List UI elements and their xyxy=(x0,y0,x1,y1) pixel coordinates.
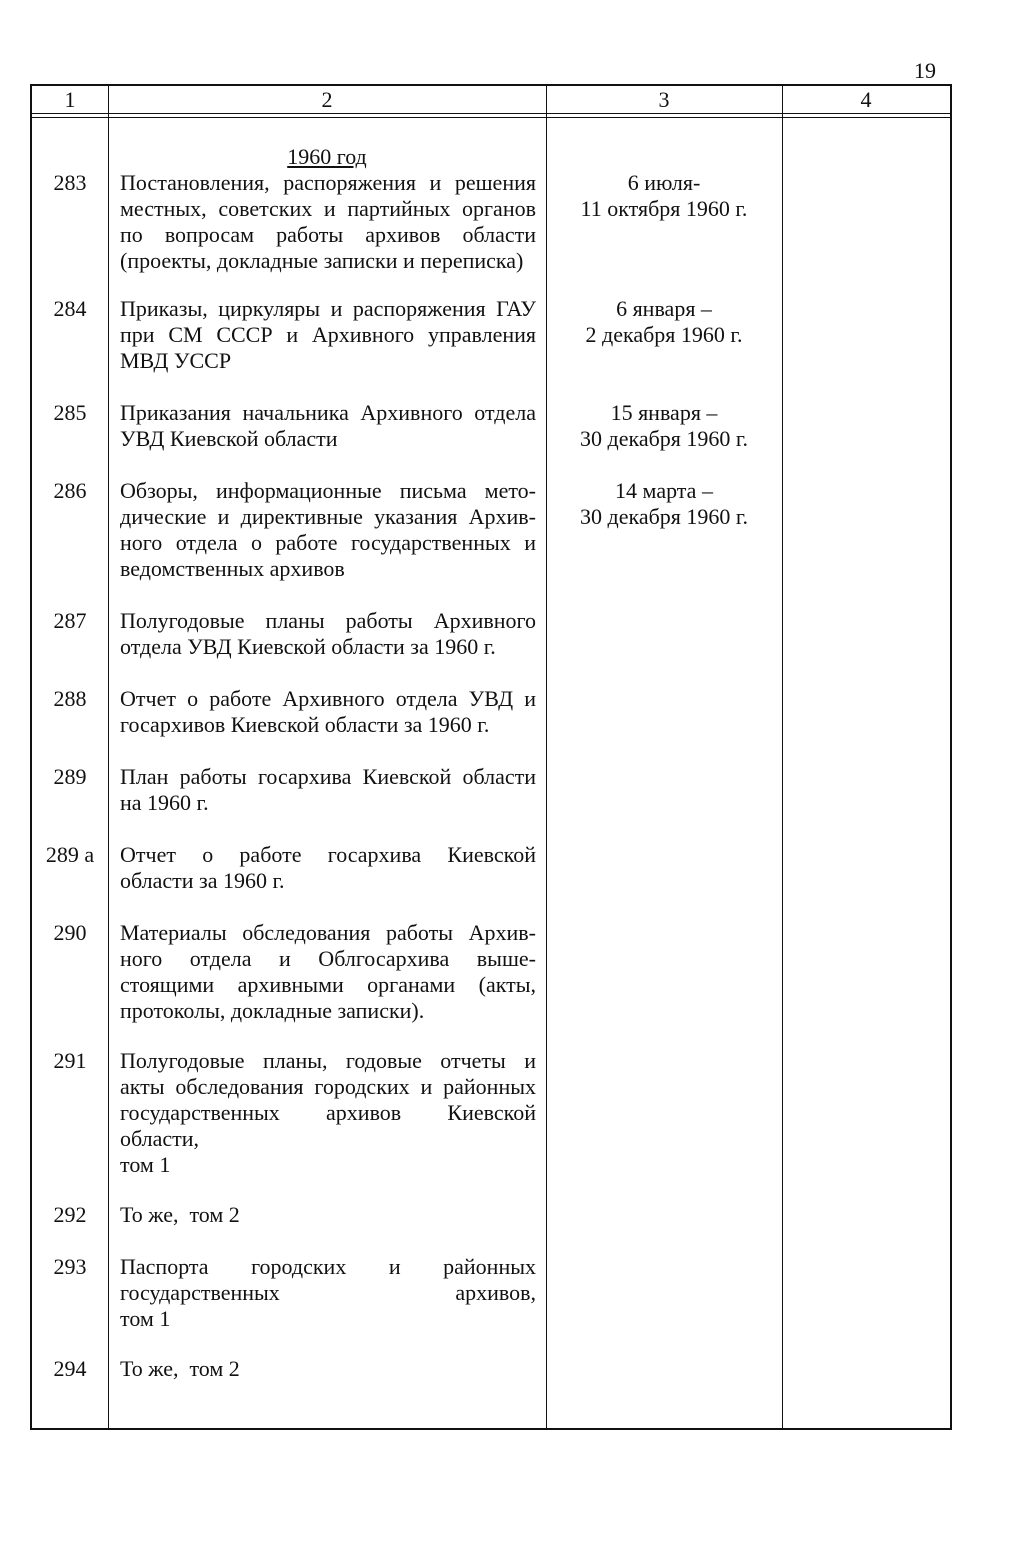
row-title xyxy=(120,1048,536,1178)
column-divider-3 xyxy=(782,86,783,1428)
column-header-4: 4 xyxy=(860,87,872,112)
row-title-line: Полугодовые планы, годовые отчеты и xyxy=(120,1048,536,1073)
row-title xyxy=(120,920,536,1024)
row-title-line: Полугодовые планы работы Архивного xyxy=(120,608,536,633)
column-header-3: 3 xyxy=(658,87,670,112)
row-title xyxy=(120,478,536,582)
row-title-line: области за 1960 г. xyxy=(120,868,285,893)
row-title xyxy=(120,842,536,894)
row-dates xyxy=(546,478,782,530)
row-title-line: акты обследования городских и районных xyxy=(120,1074,536,1099)
row-title xyxy=(120,1356,536,1382)
page-number: 19 xyxy=(914,58,936,83)
row-dates xyxy=(546,170,782,222)
row-title-line: ного отдела и Облгосархива выше- xyxy=(120,946,536,971)
row-title xyxy=(120,686,536,738)
year-heading: 1960 год xyxy=(287,144,367,169)
row-date-line: 6 января – xyxy=(616,296,712,321)
row-title-line: Материалы обследования работы Архив- xyxy=(120,920,536,945)
row-title-line: Приказания начальника Архивного отдела xyxy=(120,400,536,425)
row-number: 286 xyxy=(53,478,87,503)
row-number: 291 xyxy=(53,1048,87,1073)
row-title xyxy=(120,400,536,452)
archive-inventory-table xyxy=(30,84,952,1430)
row-date-line: 11 октября 1960 г. xyxy=(580,196,748,221)
row-title-line: госархивов Киевской области за 1960 г. xyxy=(120,712,490,737)
column-header-2: 2 xyxy=(321,87,333,112)
row-date-line: 30 декабря 1960 г. xyxy=(580,504,748,529)
row-number: 284 xyxy=(53,296,87,321)
row-title-line: Отчет о работе Архивного отдела УВД и xyxy=(120,686,536,711)
row-number: 285 xyxy=(53,400,87,425)
row-title-line: том 1 xyxy=(120,1306,171,1331)
row-date-line: 2 декабря 1960 г. xyxy=(585,322,743,347)
row-title-line: Отчет о работе госархива Киевской xyxy=(120,842,536,867)
row-title-line: Приказы, циркуляры и распоряжения ГАУ xyxy=(120,296,536,321)
row-title-line: протоколы, докладные записки). xyxy=(120,998,425,1023)
column-divider-2 xyxy=(546,86,547,1428)
row-title-line: местных, советских и партийных органов xyxy=(120,196,536,221)
row-title-line: при СМ СССР и Архивного управления xyxy=(120,322,536,347)
row-number: 288 xyxy=(53,686,87,711)
row-title xyxy=(120,764,536,816)
row-title xyxy=(120,1254,536,1332)
row-title-line: (проекты, докладные записки и переписка) xyxy=(120,248,524,273)
row-number: 293 xyxy=(53,1254,87,1279)
row-number: 283 xyxy=(53,170,87,195)
header-divider-upper xyxy=(32,113,950,114)
row-title-line: стоящими архивными органами (акты, xyxy=(120,972,536,997)
header-divider-lower xyxy=(32,117,950,118)
row-number: 287 xyxy=(53,608,87,633)
column-divider-1 xyxy=(108,86,109,1428)
row-title-line: ного отдела о работе государственных и xyxy=(120,530,536,555)
row-title xyxy=(120,170,536,274)
row-title-line: Постановления, распоряжения и решения xyxy=(120,170,536,195)
row-date-line: 14 марта – xyxy=(615,478,713,503)
row-title-line: То же, том 2 xyxy=(120,1356,240,1381)
row-title-line: План работы госархива Киевской области xyxy=(120,764,536,789)
row-number: 290 xyxy=(53,920,87,945)
row-title-line: дические и директивные указания Архив- xyxy=(120,504,536,529)
row-title-line: государственных архивов, xyxy=(120,1280,536,1305)
row-number: 289 а xyxy=(45,842,95,867)
row-title xyxy=(120,1202,536,1228)
row-title-line: ведомственных архивов xyxy=(120,556,345,581)
row-title-line: отдела УВД Киевской области за 1960 г. xyxy=(120,634,496,659)
row-title-line: государственных архивов Киевской xyxy=(120,1100,536,1125)
row-title-line: МВД УССР xyxy=(120,348,232,373)
row-date-line: 30 декабря 1960 г. xyxy=(580,426,748,451)
row-date-line: 6 июля- xyxy=(627,170,701,195)
column-header-1: 1 xyxy=(64,87,76,112)
row-dates xyxy=(546,296,782,348)
row-title-line: УВД Киевской области xyxy=(120,426,338,451)
row-title-line: на 1960 г. xyxy=(120,790,209,815)
row-dates xyxy=(546,400,782,452)
row-number: 294 xyxy=(53,1356,87,1381)
row-title xyxy=(120,296,536,374)
row-date-line: 15 января – xyxy=(610,400,718,425)
row-number: 292 xyxy=(53,1202,87,1227)
row-title xyxy=(120,608,536,660)
row-title-line: области, xyxy=(120,1126,200,1151)
row-title-line: То же, том 2 xyxy=(120,1202,240,1227)
row-number: 289 xyxy=(53,764,87,789)
row-title-line: том 1 xyxy=(120,1152,171,1177)
row-title-line: Обзоры, информационные письма мето- xyxy=(120,478,536,503)
row-title-line: по вопросам работы архивов области xyxy=(120,222,536,247)
row-title-line: Паспорта городских и районных xyxy=(120,1254,536,1279)
